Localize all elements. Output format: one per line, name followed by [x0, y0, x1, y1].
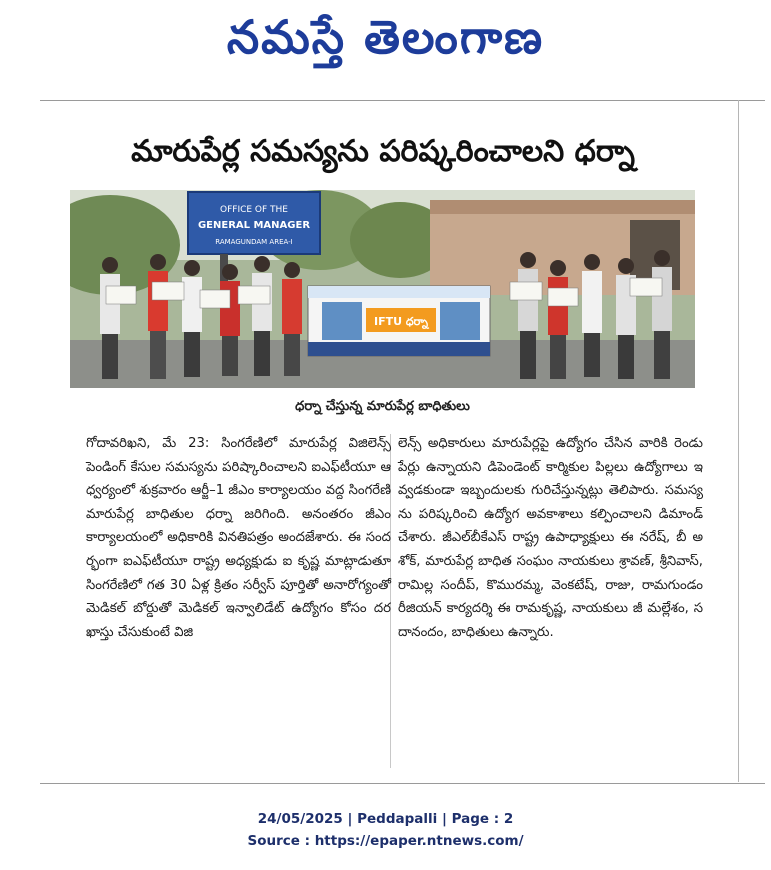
- newspaper-logo: నమస్తే తెలంగాణ: [226, 10, 545, 64]
- banner-text: IFTU ధర్నా: [374, 315, 428, 328]
- article-photo: [70, 190, 695, 388]
- sign-line-2: GENERAL MANAGER: [197, 220, 311, 231]
- footer-date-edition: 24/05/2025 | Peddapalli | Page : 2: [257, 811, 514, 827]
- column-rule: [738, 100, 739, 782]
- sign-line-1: OFFICE OF THE: [220, 205, 288, 215]
- sign-line-3: RAMAGUNDAM AREA-I: [215, 238, 293, 246]
- article-body-left-column: గోదావరిఖని, మే 23: సింగరేణిలో మారుపేర్ల విజిలెన్స్ పెండింగ్ కేసుల సమస్యను పరిష్కారించాలని ఐఎఫ్‌టీయూ ఆధ్వర్యంలో శుక్రవారం ఆర్జీ–1 జీఎం కార్యాలయం వద్ద సింగరేణి మారుపేర్ల బాధితుల ధర్నా జరిగింది. అనంతరం జీఎం కార్యాలయంలో అధికారికి వినతిపత్రం అందజేశారు. ఈ సందర్భంగా ఐఎఫ్‌టీయూ రాష్ట్ర అధ్యక్షుడు ఐ కృష్ణ మాట్లాడుతూ సింగరేణిలో గత 30 ఏళ్ల క్రితం సర్వీస్ పూర్తితో అనారోగ్యంతో మెడికల్ బోర్డుతో మెడికల్ ఇన్వాలిడేట్ ఉద్యోగం కోసం దరఖాస్తు చేసుకుంటే విజి: [86, 436, 391, 640]
- source-footer: [0, 808, 771, 852]
- footer-source-link: Source : https://epaper.ntnews.com/: [247, 833, 524, 849]
- protest-photo-illustration: [70, 190, 695, 388]
- article-headline: మారుపేర్ల సమస్యను పరిష్కరించాలని ధర్నా: [131, 134, 635, 169]
- article-body-right-column: లెన్స్ అధికారులు మారుపేర్లపై ఉద్యోగం చేసిన వారికి రెండు పేర్లు ఉన్నాయని డిపెండెంట్ కార్మికుల పిల్లలు ఉద్యోగాలు ఇవ్వడకుండా ఇబ్బందులకు గురిచేస్తున్నట్లు తెలిపారు. సమస్యను పరిష్కరించి ఉద్యోగ అవకాశాలు కల్పించాలని డిమాండ్ చేశారు. జీఎల్‌బీకేఎస్ రాష్ట్ర ఉపాధ్యాక్షులు ఈ నరేష్, బీ అశోక్, మారుపేర్ల బాధిత సంఘం నాయకులు శ్రావణ్, శ్రీనివాస్, రామిల్ల సందీప్, కొమురమ్మ, వెంకటేష్, రాజు, రామగుండం రీజియన్ కార్యదర్శి ఈ రామకృష్ణ, నాయకులు జీ మల్లేశం, సదానందం, బాధితులు ఉన్నారు.: [398, 436, 703, 640]
- photo-caption: ధర్నా చేస్తున్న మారుపేర్ల బాధితులు: [295, 399, 470, 414]
- masthead: [0, 0, 771, 82]
